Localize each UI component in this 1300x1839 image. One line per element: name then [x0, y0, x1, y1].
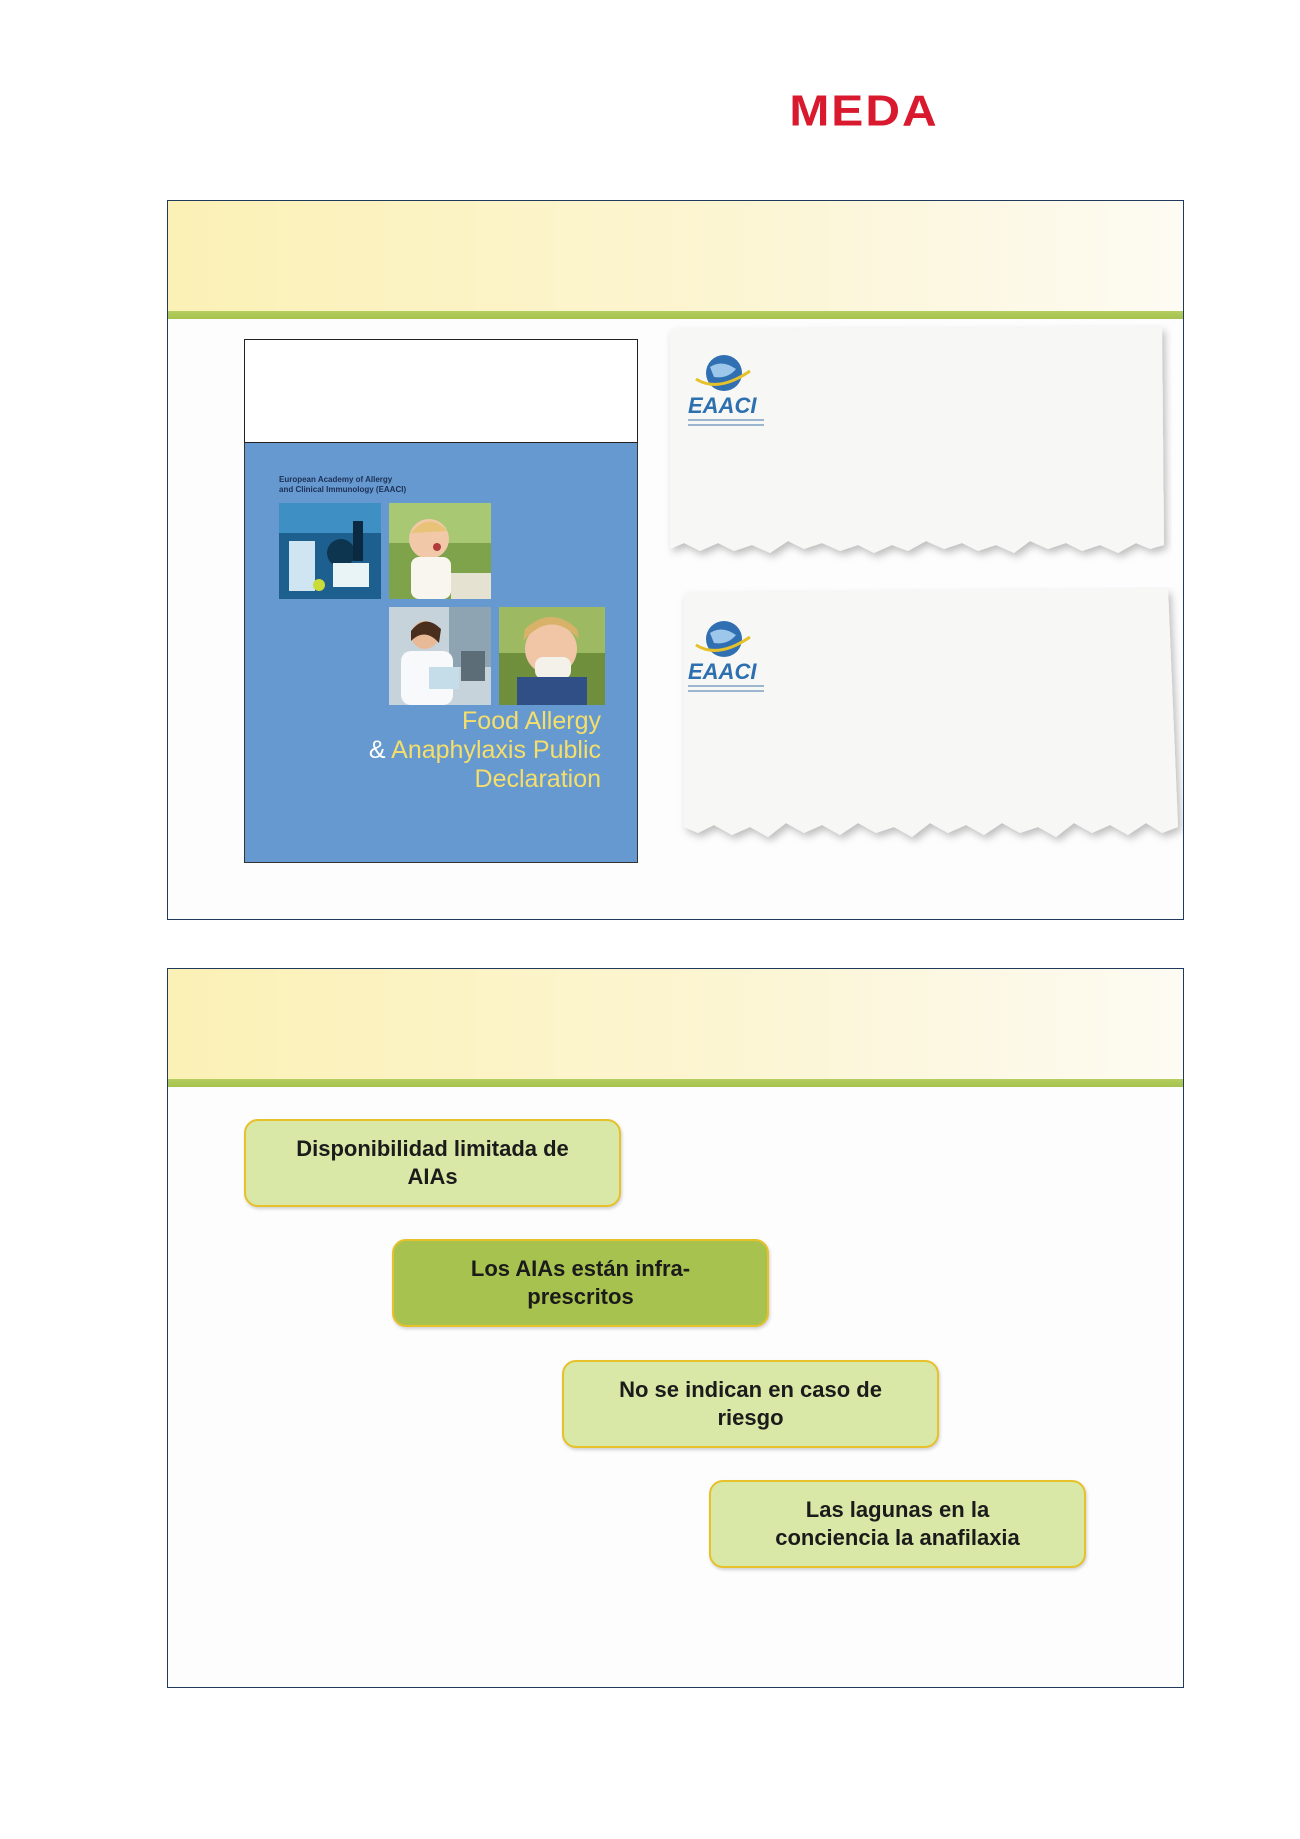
slide-header — [168, 969, 1183, 1079]
eaaci-logo-top — [678, 353, 778, 433]
svg-text:EAACI: EAACI — [688, 659, 757, 684]
slide-aia-barriers — [167, 968, 1184, 1688]
cover-title: Food Allergy & Anaphylaxis Public Declaration — [368, 707, 601, 793]
cover-title-ampersand: & — [368, 736, 386, 764]
eaaci-logo-bottom — [678, 619, 778, 699]
meda-logo — [772, 84, 956, 134]
cover-organization: European Academy of Allergy and Clinical Immunology (EAACI) — [279, 475, 407, 494]
slide-header — [168, 201, 1183, 311]
child-eating-photo — [389, 503, 491, 599]
declaration-cover — [244, 443, 638, 863]
svg-text:EAACI: EAACI — [688, 393, 757, 418]
doctor-photo — [389, 607, 491, 705]
cover-blank-label — [244, 339, 638, 443]
slide-eaaci-declaration — [167, 200, 1184, 920]
barrier-box-not-indicated: No se indican en caso de riesgo — [562, 1360, 939, 1448]
svg-text:MEDA: MEDA — [789, 86, 939, 134]
barrier-box-underprescribed: Los AIAs están infra- prescritos — [392, 1239, 769, 1327]
slide-header-rule — [168, 311, 1183, 319]
slide-header-rule — [168, 1079, 1183, 1087]
barrier-box-limited-availability: Disponibilidad limitada de AIAs — [244, 1119, 621, 1207]
lab-photo — [279, 503, 381, 599]
boy-sneezing-photo — [499, 607, 605, 705]
barrier-box-awareness-gaps: Las lagunas en la conciencia la anafilaxia — [709, 1480, 1086, 1568]
